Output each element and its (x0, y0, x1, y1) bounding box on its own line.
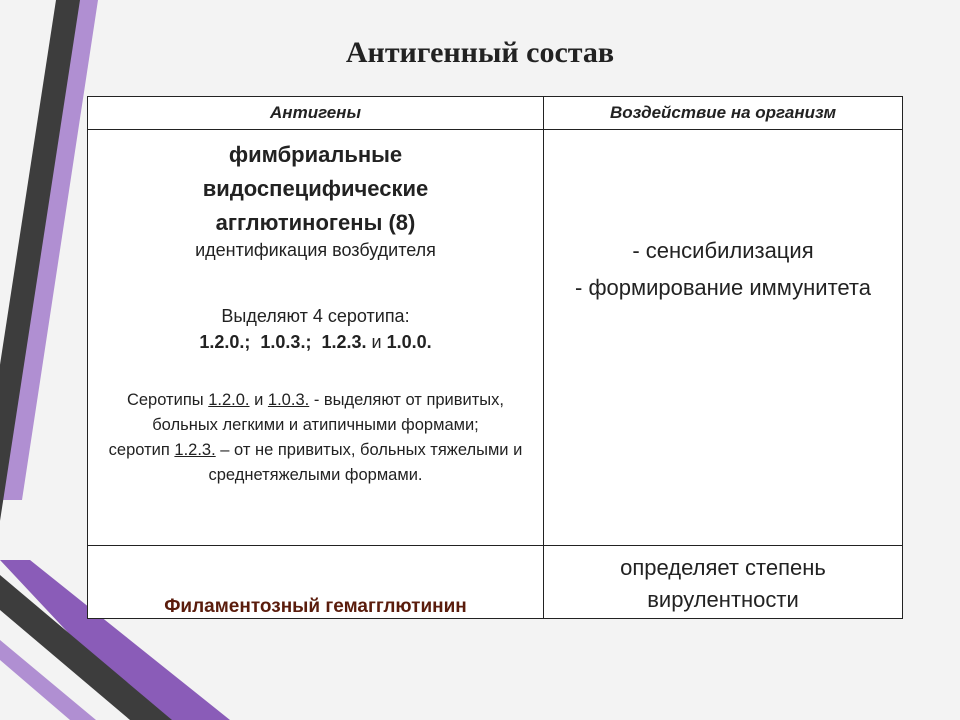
table-row (88, 130, 903, 546)
fimbrial-antigen-name (88, 138, 543, 240)
serotype-heading: Выделяют 4 серотипа: (221, 306, 410, 326)
effect-item: - формирование иммунитета (575, 275, 871, 300)
effect-item: - сенсибилизация (632, 238, 814, 263)
virulence-effect: определяет степень вирулентности (620, 555, 826, 612)
desc-prefix: Серотипы (126, 391, 204, 409)
antigen-name-line: фимбриальные (228, 142, 403, 167)
antigen-name-line: видоспецифические (202, 176, 429, 201)
effect-cell-fimbrial (544, 130, 903, 546)
serotype-conjunction: и (371, 332, 382, 352)
antigen-cell-filament (88, 546, 544, 619)
effects-list (544, 234, 902, 304)
serotype-link: 1.0.3. (267, 391, 310, 409)
header-antigens: Антигены (88, 97, 544, 130)
identification-text: идентификация возбудителя (195, 240, 436, 260)
serotype-link: 1.2.3. (174, 441, 216, 459)
effect-cell-filament (544, 546, 903, 619)
header-effect: Воздействие на организм (544, 97, 903, 130)
table-header-row (88, 97, 903, 130)
antigen-table (87, 96, 903, 619)
desc-text: – от не привитых, больных тяжелыми и среднетяжелыми формами. (208, 441, 523, 484)
slide-title: Антигенный состав (345, 36, 615, 69)
serotype-item: 1.0.3.; (260, 332, 312, 352)
antigen-cell-fimbrial (88, 130, 544, 546)
desc-prefix: серотип (108, 441, 170, 459)
serotype-list (88, 328, 543, 356)
desc-text: - выделяют от привитых, больных легкими и атипичными формами; (152, 391, 505, 434)
serotype-item: 1.2.0.; (199, 332, 251, 352)
serotype-item: 1.0.0. (386, 332, 432, 352)
antigen-name-line: агглютиногены (8) (215, 210, 416, 235)
desc-conjunction: и (254, 391, 264, 409)
serotype-link: 1.2.0. (208, 391, 250, 409)
serotype-item: 1.2.3. (321, 332, 367, 352)
table-row (88, 546, 903, 619)
filament-antigen-name: Филаментозный гемагглютинин (164, 596, 467, 617)
serotype-description (88, 388, 543, 488)
